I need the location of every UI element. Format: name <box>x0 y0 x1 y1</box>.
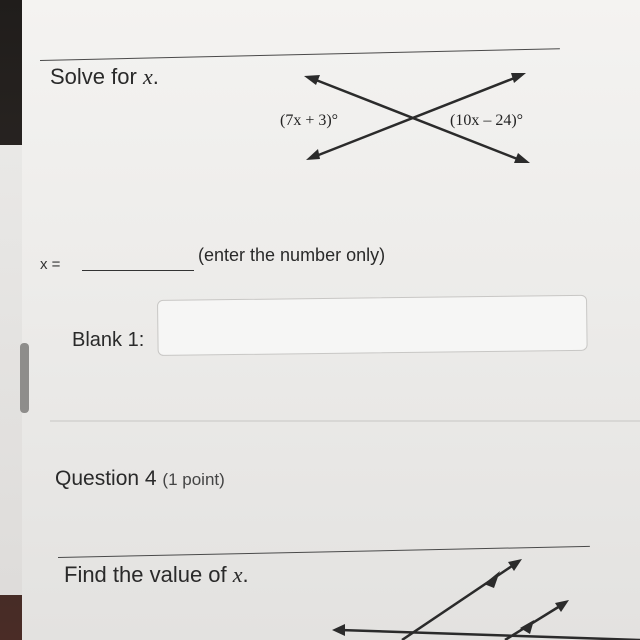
prompt-variable: x <box>142 64 153 89</box>
arrow-head-icon <box>520 620 534 634</box>
answer-label: x = <box>40 256 61 273</box>
prompt-text: Find the value of <box>64 562 233 587</box>
question4-points: (1 point) <box>162 470 225 489</box>
arrow-head-icon <box>555 600 569 612</box>
left-angle-label: (7x + 3)° <box>280 112 339 129</box>
scrollbar-thumb[interactable] <box>20 343 29 413</box>
prompt-variable: x <box>232 562 243 587</box>
prompt-text: Solve for <box>50 64 143 89</box>
sidebar-strip <box>0 145 22 595</box>
question4-title: Question 4 <box>55 467 157 490</box>
arrow-head-icon <box>484 571 500 588</box>
arrow-head-icon <box>332 624 345 636</box>
answer-hint: (enter the number only) <box>198 245 386 265</box>
prompt-period: . <box>152 64 159 89</box>
blank-1-label: Blank 1: <box>72 329 145 351</box>
right-angle-label: (10x – 24)° <box>450 112 524 129</box>
horizontal-line <box>340 630 640 640</box>
prompt-period: . <box>242 562 249 587</box>
arrow-head-icon <box>508 559 522 571</box>
